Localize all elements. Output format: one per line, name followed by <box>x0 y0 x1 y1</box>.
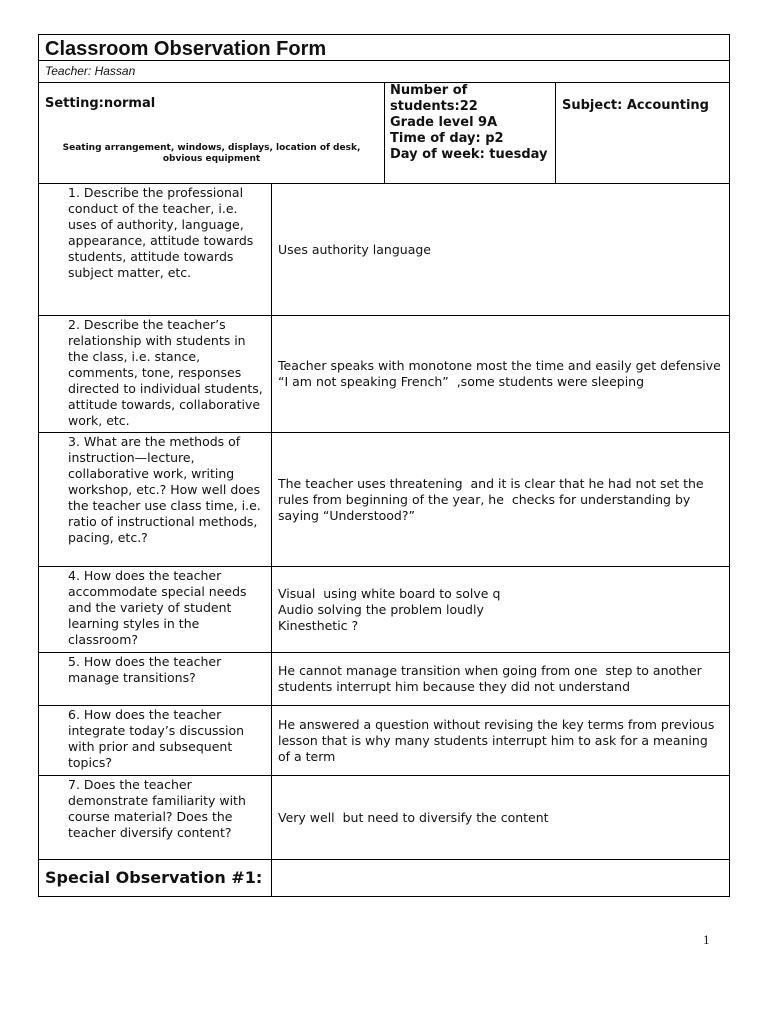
time-of-day: Time of day: p2 <box>390 131 504 146</box>
answer-cell <box>272 706 729 775</box>
question-row <box>39 433 729 567</box>
question-row <box>39 653 729 706</box>
form-title: Classroom Observation Form <box>39 35 729 61</box>
subject-cell: Subject: Accounting <box>562 98 709 113</box>
answer-cell <box>272 567 729 652</box>
answer-text: Teacher speaks with monotone most the time and easily get defensive “I am not speaking French” ,some students were sleeping <box>278 358 725 389</box>
question-row <box>39 184 729 316</box>
answer-cell <box>272 184 729 315</box>
answer-cell <box>272 776 729 859</box>
question-text: 2. Describe the teacher’s relationship with students in the class, i.e. stance, comments, tone, responses directed to individual students, attitude towards, collaborative work, etc. <box>39 316 272 432</box>
observation-form <box>38 34 730 897</box>
special-observation-field[interactable] <box>272 860 729 896</box>
answer-text: He answered a question without revising the key terms from previous lesson that is why many students interrupt him to ask for a meaning of a term <box>278 716 719 764</box>
question-row <box>39 567 729 653</box>
day-of-week: Day of week: tuesday <box>390 147 548 162</box>
question-text: 7. Does the teacher demonstrate familiarity with course material? Does the teacher diversify content? <box>39 776 272 859</box>
question-text: 3. What are the methods of instruction—lecture, collaborative work, writing workshop, etc.? How well does the teacher use class time, i.e. ratio of instructional methods, pacing, etc.? <box>39 433 272 566</box>
answer-cell <box>272 316 729 432</box>
question-text: 5. How does the teacher manage transitions? <box>39 653 272 705</box>
answer-text: The teacher uses threatening and it is clear that he had not set the rules from beginning of the year, he checks for understanding by saying “Understood?” <box>278 475 708 523</box>
question-row <box>39 776 729 860</box>
setting-value: Setting:normal <box>45 96 156 111</box>
grade-level: Grade level 9A <box>390 115 498 130</box>
question-text: 6. How does the teacher integrate today’s discussion with prior and subsequent topics? <box>39 706 272 775</box>
question-row <box>39 706 729 776</box>
question-text: 1. Describe the professional conduct of the teacher, i.e. uses of authority, language, appearance, attitude towards students, attitude towards subject matter, etc. <box>39 184 272 315</box>
teacher-name: Teacher: Hassan <box>39 61 729 83</box>
answer-text: Visual using white board to solve q Audio solving the problem loudly Kinesthetic ? <box>278 585 501 633</box>
setting-note: Seating arrangement, windows, displays, location of desk, obvious equipment <box>62 143 361 164</box>
answer-cell <box>272 653 729 705</box>
number-of-students: Number of students:22 <box>390 83 478 114</box>
special-observation-row <box>39 860 729 896</box>
question-row <box>39 316 729 433</box>
special-observation-label: Special Observation #1: <box>39 860 272 896</box>
answer-text: He cannot manage transition when going from one step to another students interrupt him because they did not understand <box>278 663 706 694</box>
answer-text: Uses authority language <box>278 241 431 257</box>
answer-text: Very well but need to diversify the content <box>278 809 549 825</box>
class-info-cell <box>385 83 556 183</box>
class-setting-row <box>39 83 729 184</box>
page-number: 1 <box>703 932 710 947</box>
answer-cell <box>272 433 729 566</box>
question-text: 4. How does the teacher accommodate special needs and the variety of student learning styles in the classroom? <box>39 567 272 652</box>
setting-cell <box>39 83 385 183</box>
